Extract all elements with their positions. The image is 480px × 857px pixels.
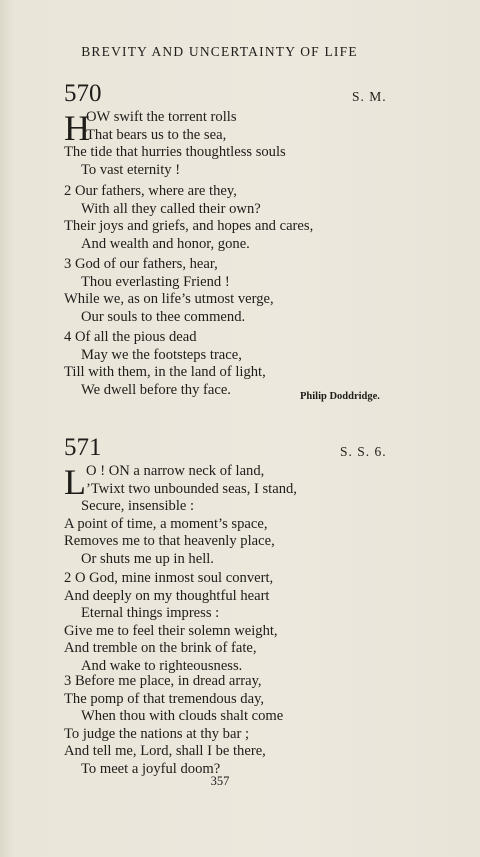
verse-line: Secure, insensible : [81,498,195,514]
verse-line: A point of time, a moment’s space, [64,515,268,532]
verse-line: Eternal things impress : [81,605,220,621]
verse-line: And wake to righteousness. [81,657,243,674]
verse-line: With all they called their own? [81,200,261,217]
verse-line: Our souls to thee commend. [81,308,246,325]
hymn-570-stanza-4 [64,329,394,399]
verse-line: OW swift the torrent rolls [86,109,237,125]
hymn-571-stanza-3 [64,673,394,778]
verse-line: We dwell before thy face. [81,381,231,398]
running-header: BREVITY AND UNCERTAINTY OF LIFE [81,44,358,59]
verse-line: To meet a joyful doom? [81,760,221,777]
verse-line: O ! ON a narrow neck of land, [86,463,265,479]
verse-line: The tide that hurries thoughtless souls [64,144,286,160]
verse-line: 3 Before me place, in dread array, [64,673,262,689]
hymn-571-stanza-2 [64,570,394,675]
verse-line: While we, as on life’s utmost verge, [64,291,274,307]
hymn-number-570: 570 [64,80,102,107]
verse-line: Till with them, in the land of light, [64,364,266,380]
hymn-570-stanza-3 [64,256,394,326]
verse-line: Or shuts me up in hell. [81,550,214,567]
verse-line: And wealth and honor, gone. [81,235,250,252]
verse-line: To vast eternity ! [81,161,181,178]
verse-line: When thou with clouds shalt come [81,708,284,724]
verse-line: And deeply on my thoughtful heart [64,587,270,604]
hymn-570-stanza-2 [64,183,394,253]
verse-line: 4 Of all the pious dead [64,329,197,345]
verse-line: Removes me to that heavenly place, [64,533,275,549]
dropcap-570: H [64,108,90,148]
verse-line: ’Twixt two unbounded seas, I stand, [86,480,297,497]
hymn-571-stanza-1 [64,463,394,568]
hymn-number-571: 571 [64,434,102,461]
verse-line: And tell me, Lord, shall I be there, [64,743,266,759]
hymn-meter-571: S. S. 6. [340,444,387,459]
verse-line: 2 Our fathers, where are they, [64,183,237,199]
verse-line: That bears us to the sea, [86,126,227,143]
verse-line: Give me to feel their solemn weight, [64,622,278,639]
verse-line: And tremble on the brink of fate, [64,640,257,656]
verse-line: The pomp of that tremendous day, [64,690,265,707]
hymn-570-stanza-1 [64,109,394,179]
dropcap-571: L [64,462,86,502]
hymn-570-author: Philip Doddridge. [300,391,380,402]
verse-line: To judge the nations at thy bar ; [64,725,250,742]
hymn-meter-570: S. M. [352,89,387,104]
verse-line: 3 God of our fathers, hear, [64,256,218,272]
page-number: 357 [210,774,230,788]
verse-line: May we the footsteps trace, [81,346,242,363]
verse-line: Their joys and griefs, and hopes and cares, [64,218,314,234]
verse-line: Thou everlasting Friend ! [81,273,230,290]
verse-line: 2 O God, mine inmost soul convert, [64,570,274,586]
